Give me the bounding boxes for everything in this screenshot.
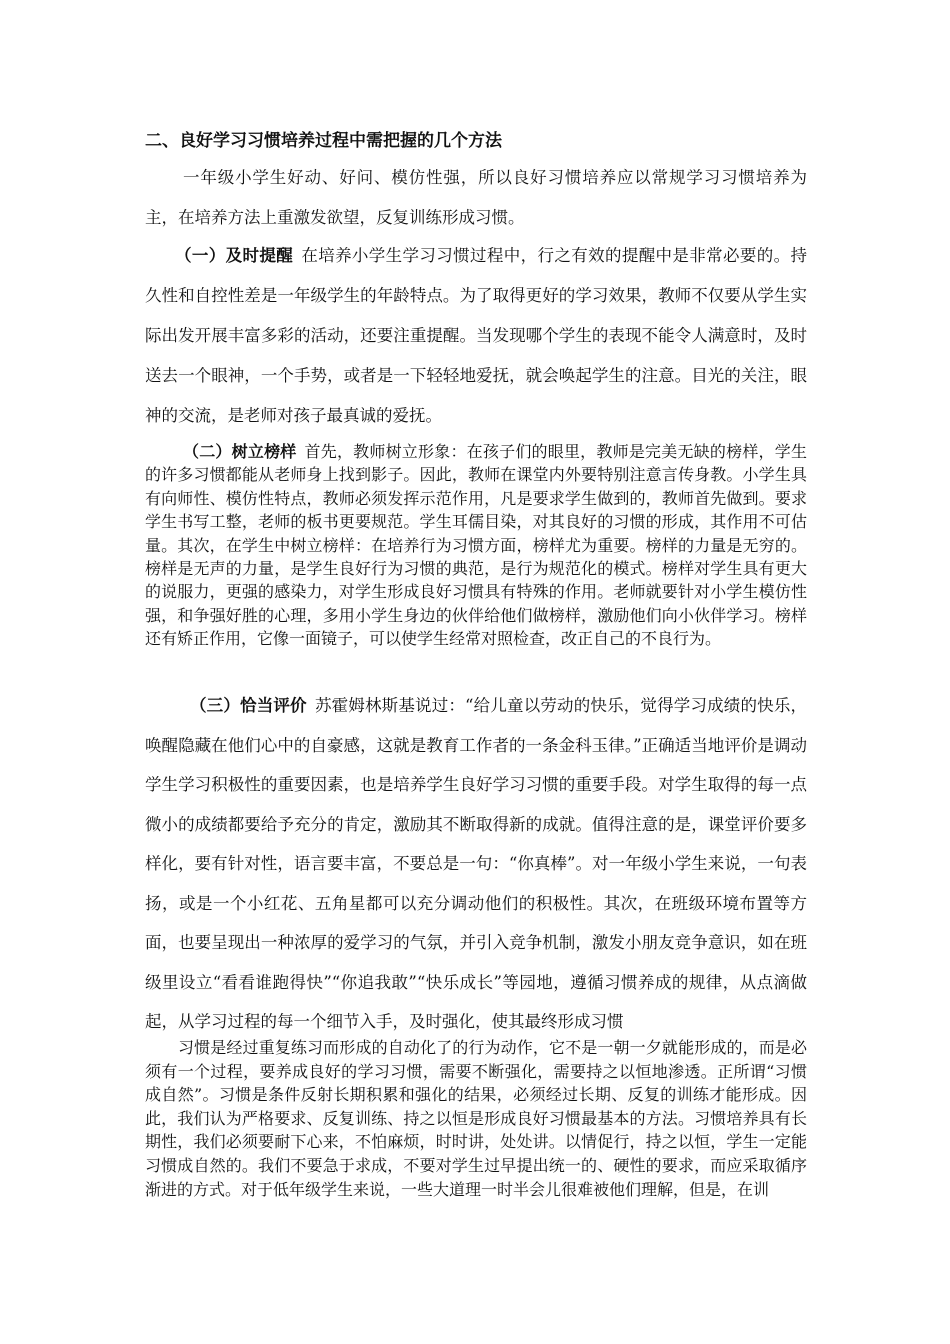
paragraph-role-model xyxy=(145,440,807,651)
paragraph-reminder-label: （一）及时提醒 xyxy=(175,246,294,265)
paragraph-habit xyxy=(145,1036,807,1201)
paragraph-evaluation-label: （三）恰当评价 xyxy=(190,696,307,715)
paragraph-reminder xyxy=(145,236,807,436)
paragraph-evaluation xyxy=(145,686,807,1042)
paragraph-habit-text: 习惯是经过重复练习而形成的自动化了的行为动作，它不是一朝一夕就能形成的，而是必须有一个过程，要养成良好的学习习惯，需要不断强化，需要持之以恒地渗透。正所谓“习惯成自然”。习惯是条件反射长期积累和强化的结果，必须经过长期、反复的训练才能形成。因此，我们认为严格要求、反复训练、持之以恒是形成良好习惯最基本的方法。习惯培养具有长期性，我们必须要耐下心来，不怕麻烦，时时讲，处处讲。以情促行，持之以恒，学生一定能习惯成自然的。我们不要急于求成，不要对学生过早提出统一的、硬性的要求，而应采取循序渐进的方式。对于低年级学生来说，一些大道理一时半会儿很难被他们理解，但是，在训 xyxy=(145,1038,807,1199)
paragraph-evaluation-text: 苏霍姆林斯基说过：“给儿童以劳动的快乐，觉得学习成绩的快乐，唤醒隐藏在他们心中的自豪感，这就是教育工作者的一条金科玉律。”正确适当地评价是调动学生学习积极性的重要因素，也是培养学生良好学习习惯的重要手段。对学生取得的每一点微小的成绩都要给予充分的肯定，激励其不断取得新的成就。值得注意的是，课堂评价要多样化，要有针对性，语言要丰富，不要总是一句：“你真棒”。对一年级小学生来说，一句表扬，或是一个小红花、五角星都可以充分调动他们的积极性。其次，在班级环境布置等方面，也要呈现出一种浓厚的爱学习的气氛，并引入竞争机制，激发小朋友竞争意识，如在班级里设立“看看谁跑得快”“你追我敢”“快乐成长”等园地，遵循习惯养成的规律，从点滴做起，从学习过程的每一个细节入手，及时强化，使其最终形成习惯 xyxy=(145,696,808,1031)
paragraph-role-model-text: 首先，教师树立形象：在孩子们的眼里，教师是完美无缺的榜样，学生的许多习惯都能从老师身上找到影子。因此，教师在课堂内外要特别注意言传身教。小学生具有向师性、模仿性特点，教师必须发挥示范作用，凡是要求学生做到的，教师首先做到。要求学生书写工整，老师的板书更要规范。学生耳儒目染，对其良好的习惯的形成，其作用不可估量。其次，在学生中树立榜样：在培养行为习惯方面，榜样尤为重要。榜样的力量是无穷的。榜样是无声的力量，是学生良好行为习惯的典范，是行为规范化的模式。榜样对学生具有更大的说服力，更强的感染力，对学生形成良好习惯具有特殊的作用。老师就要针对小学生模仿性强，和争强好胜的心理，多用小学生身边的伙伴给他们做榜样，激励他们向小伙伴学习。榜样还有矫正作用，它像一面镜子，可以使学生经常对照检查，改正自己的不良行为。 xyxy=(145,442,807,649)
paragraph-reminder-text: 在培养小学生学习习惯过程中，行之有效的提醒中是非常必要的。持久性和自控性差是一年级学生的年龄特点。为了取得更好的学习效果，教师不仅要从学生实际出发开展丰富多彩的活动，还要注重提醒。当发现哪个学生的表现不能令人满意时，及时送去一个眼神，一个手势，或者是一下轻轻地爱抚，就会唤起学生的注意。目光的关注，眼神的交流，是老师对孩子最真诚的爱抚。 xyxy=(145,246,808,425)
paragraph-intro xyxy=(145,158,807,238)
paragraph-intro-text: 一年级小学生好动、好问、模仿性强，所以良好习惯培养应以常规学习习惯培养为主，在培养方法上重激发欲望，反复训练形成习惯。 xyxy=(145,168,807,227)
paragraph-role-model-label: （二）树立榜样 xyxy=(183,442,297,461)
section-heading: 二、良好学习习惯培养过程中需把握的几个方法 xyxy=(145,131,502,151)
